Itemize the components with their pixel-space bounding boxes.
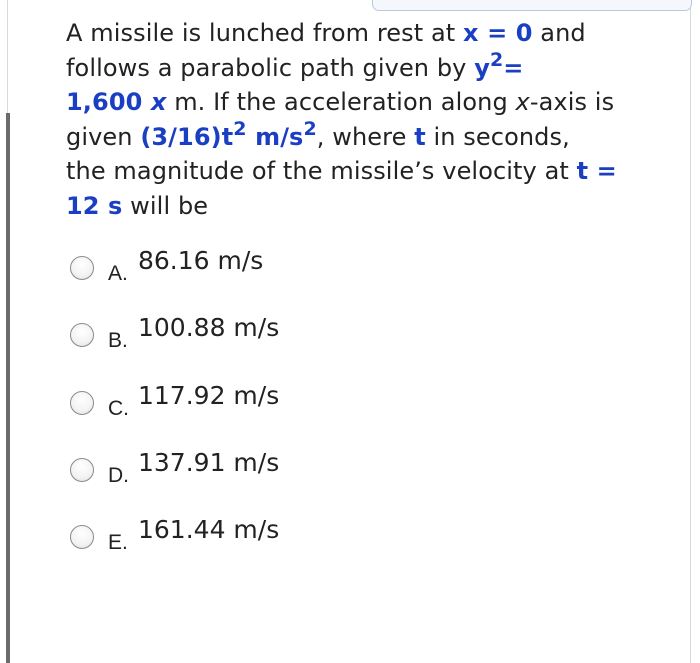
radio-button-c[interactable] [70,391,94,415]
option-value: 117.92 m/s [138,381,280,410]
scrollbar[interactable] [6,113,10,663]
top-tab [372,0,692,11]
option-letter: A. [108,262,128,285]
option-d[interactable] [70,448,470,492]
question-line-1: A missile is lunched from rest at x = 0 and [66,19,586,47]
option-letter: C. [108,397,129,420]
option-letter: B. [108,329,128,352]
question-text [66,16,676,223]
option-e[interactable] [70,515,470,559]
option-c[interactable] [70,381,470,425]
option-value: 137.91 m/s [138,448,280,477]
question-line-2: follows a parabolic path given by $y^2=$ [66,48,524,82]
option-value: 100.88 m/s [138,313,280,342]
question-line-4: given $(3/16)t^2$ $m/s^2$, where t in seconds, [66,117,570,151]
radio-button-a[interactable] [70,256,94,280]
question-line-3: 1,600 x m. If the acceleration along x-axis is [66,88,615,116]
option-letter: E. [108,531,128,554]
radio-button-e[interactable] [70,525,94,549]
question-line-6: 12 s will be [66,191,209,220]
radio-button-b[interactable] [70,323,94,347]
option-value: 161.44 m/s [138,515,280,544]
option-value: 86.16 m/s [138,246,264,275]
question-line-5: the magnitude of the missile’s velocity at t = [66,157,617,185]
radio-button-d[interactable] [70,458,94,482]
option-b[interactable] [70,313,470,357]
option-a[interactable] [70,246,470,290]
option-letter: D. [108,464,129,487]
